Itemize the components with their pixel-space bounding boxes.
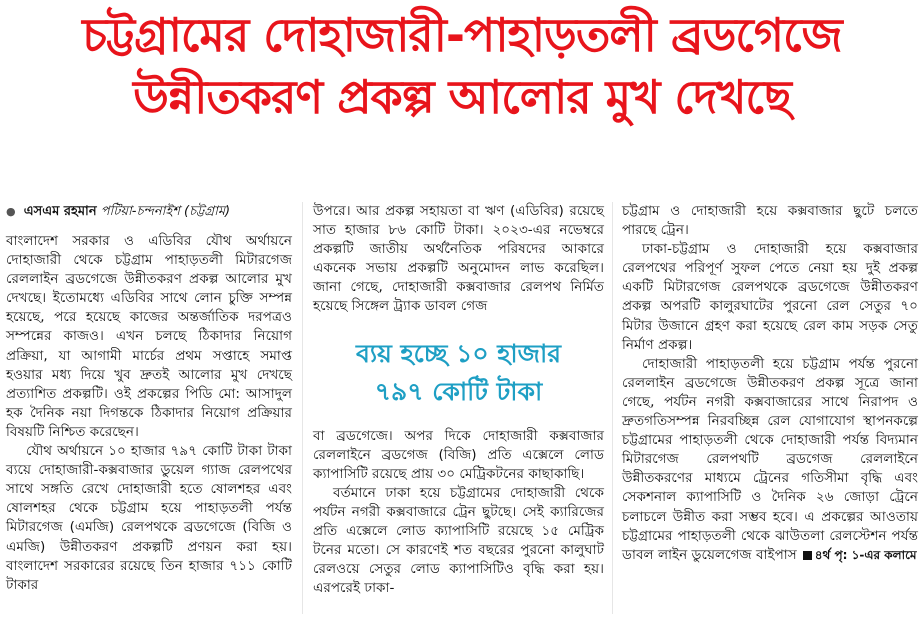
continuation-jump (803, 548, 917, 562)
article-column-3 (622, 202, 918, 565)
square-bullet-icon (803, 551, 812, 560)
paragraph: যৌথ অর্থায়নে ১০ হাজার ৭৯৭ কোটি টাকা টাকা ব্যয়ে দোহাজারী-কক্সবাজার ডুয়েল গ্যাজ রেলপথের সাথে সঙ্গতি রেখে দোহাজারী হতে ষোলশহর এবং ষোলশহর থেকে চট্টগ্রাম হয়ে পাহাড়তলী পর্যন্ত মিটারগেজ (এমজি) রেলপথকে ব্রডগেজে (বিজি ও এমজি) উন্নীতকরণ প্রকল্পটি প্রণয়ন করা হয়। বাংলাদেশ সরকারের রয়েছে তিন হাজার ৭১১ কোটি টাকার (6, 443, 292, 593)
paragraph-text: দোহাজারী পাহাড়তলী হয়ে চট্টগ্রাম পর্যন্ত পুরনো রেললাইন ব্রডগেজে উন্নীতকরণ প্রকল্প সূত্রে জানা গেছে, পর্যটন নগরী কক্সবাজারের সাথে নিরাপদ ও দ্রুতগতিসম্পন্ন নিরবচ্ছিন্ন রেল যোগাযোগ স্থাপনকল্পে চট্টগ্রামের পাহাড়তলী থেকে দোহাজারী পর্যন্ত বিদ্যমান মিটারগেজ রেলপথটি ব্রডগেজ রেললাইনে উন্নীতকরণের মাধ্যমে ট্রেনের গতিসীমা বৃদ্ধি এবং সেকশনাল ক্যাপাসিটি ও দৈনিক ২৬ জোড়া ট্রেনে চলাচলে উন্নীত করা সম্ভব হবে। এ প্রকল্পের আওতায় চট্টগ্রামের পাহাড়তলী থেকে ঝাউতলা রেলস্টেশন পর্যন্ত ডাবল লাইন ডুয়েলগেজ বাইপাস (622, 355, 918, 563)
column-divider (612, 202, 613, 614)
byline (6, 202, 292, 221)
bullet-icon: ● (6, 205, 16, 218)
paragraph: ঢাকা-চট্টগ্রাম ও দোহাজারী হয়ে কক্সবাজার রেলপথের পরিপূর্ণ সুফল পেতে নেয়া হয় দুই প্রকল্প একটি মিটারগেজ রেলপথকে ব্রডগেজে উন্নীতকরণ প্রকল্প অপরটি কালুরঘাটের পুরনো রেল সেতুর ৭০ মিটার উজানে গ্রহণ করা হয়েছে রেল কাম সড়ক সেতু নির্মাণ প্রকল্প। (622, 241, 918, 353)
jump-label: ৪র্থ পৃ: ১-এর কলামে (814, 547, 917, 562)
reporter-name: এসএম রহমান (23, 204, 97, 219)
paragraph: উপরে। আর প্রকল্প সহায়তা বা ঋণ (এডিবির) রয়েছে সাত হাজার ৮৬ কোটি টাকা। ২০২৩-এর নভেম্বরে প্রকল্পটি জাতীয় অর্থনৈতিক পরিষদের আকারে একনেক সভায় প্রকল্পটি অনুমোদন লাভ করেছিল। জানা গেছে, দোহাজারী কক্সবাজার রেলপথ নির্মিত হয়েছে সিঙ্গেল ট্র্যাক ডাবল গেজ (313, 203, 604, 315)
paragraph: বর্তমানে ঢাকা হয়ে চট্টগ্রামের দোহাজারী থেকে পর্যটন নগরী কক্সবাজারে ট্রেন ছুটছে। সেই ক্যারিজের প্রতি এক্সেলে লোড ক্যাপাসিটি রয়েছে ১৫ মেট্রিক টনের মতো। সে কারণেই শত বছরের পুরনো কালুঘাট রেলওয়ে সেতুর লোড ক্যাপাসিটিও বৃদ্ধি করা হয়। এরপরেই ঢাকা- (313, 484, 604, 597)
headline-line-2: উন্নীতকরণ প্রকল্প আলোর মুখ দেখছে (133, 70, 791, 124)
article-column-1 (6, 202, 292, 595)
paragraph: বাংলাদেশ সরকার ও এডিবির যৌথ অর্থায়নে দোহাজারী থেকে চট্টগ্রাম পাহাড়তলী মিটারগেজ রেললাইন ব্রডগেজে উন্নীতকরণ প্রকল্প আলোর মুখ দেখছে। ইতোমধ্যে এডিবির সাথে লোন চুক্তি সম্পন্ন হয়েছে, পরে হয়েছে কাজের অন্তর্জাতিক দরপত্রও সম্পন্নের কাজও। এখন চলছে ঠিকাদার নিয়োগ প্রক্রিয়া, যা আগামী মার্চের প্রথম সপ্তাহে সমাপ্ত হওয়ার মধ্য দিয়ে খুব দ্রুতই আলোর মুখ দেখছে প্রত্যাশিত প্রকল্পটি। ওই প্রকল্পের পিডি মো: আসাদুল হক দৈনিক নয়া দিগন্তকে ঠিকাদার নিয়োগ প্রক্রিয়ার বিষয়টি নিশ্চিত করেছেন। (6, 233, 292, 440)
pull-quote-line-1: ব্যয় হচ্ছে ১০ হাজার (355, 338, 562, 368)
paragraph: চট্টগ্রাম ও দোহাজারী হয়ে কক্সবাজার ছুটে চলতে পারছে ট্রেন। (622, 203, 918, 239)
column-divider (302, 202, 303, 614)
reporter-location: পটিয়া-চন্দনাইশ (চট্টগ্রাম) (100, 204, 231, 219)
paragraph (622, 355, 918, 565)
article-column-2 (313, 202, 604, 598)
paragraph: বা ব্রডগেজে। অপর দিকে দোহাজারী কক্সবাজার রেললাইনে ব্রডগেজ (বিজি) প্রতি এক্সেলে লোড ক্যাপাসিটি রয়েছে প্রায় ৩০ মেট্রিকটনের কাছাকাছি। (313, 427, 604, 482)
headline-line-1: চট্টগ্রামের দোহাজারী-পাহাড়তলী ব্রডগেজে (82, 8, 842, 62)
pull-quote (313, 335, 604, 411)
headline (0, 4, 924, 128)
pull-quote-line-2: ৭৯৭ কোটি টাকা (374, 376, 543, 406)
